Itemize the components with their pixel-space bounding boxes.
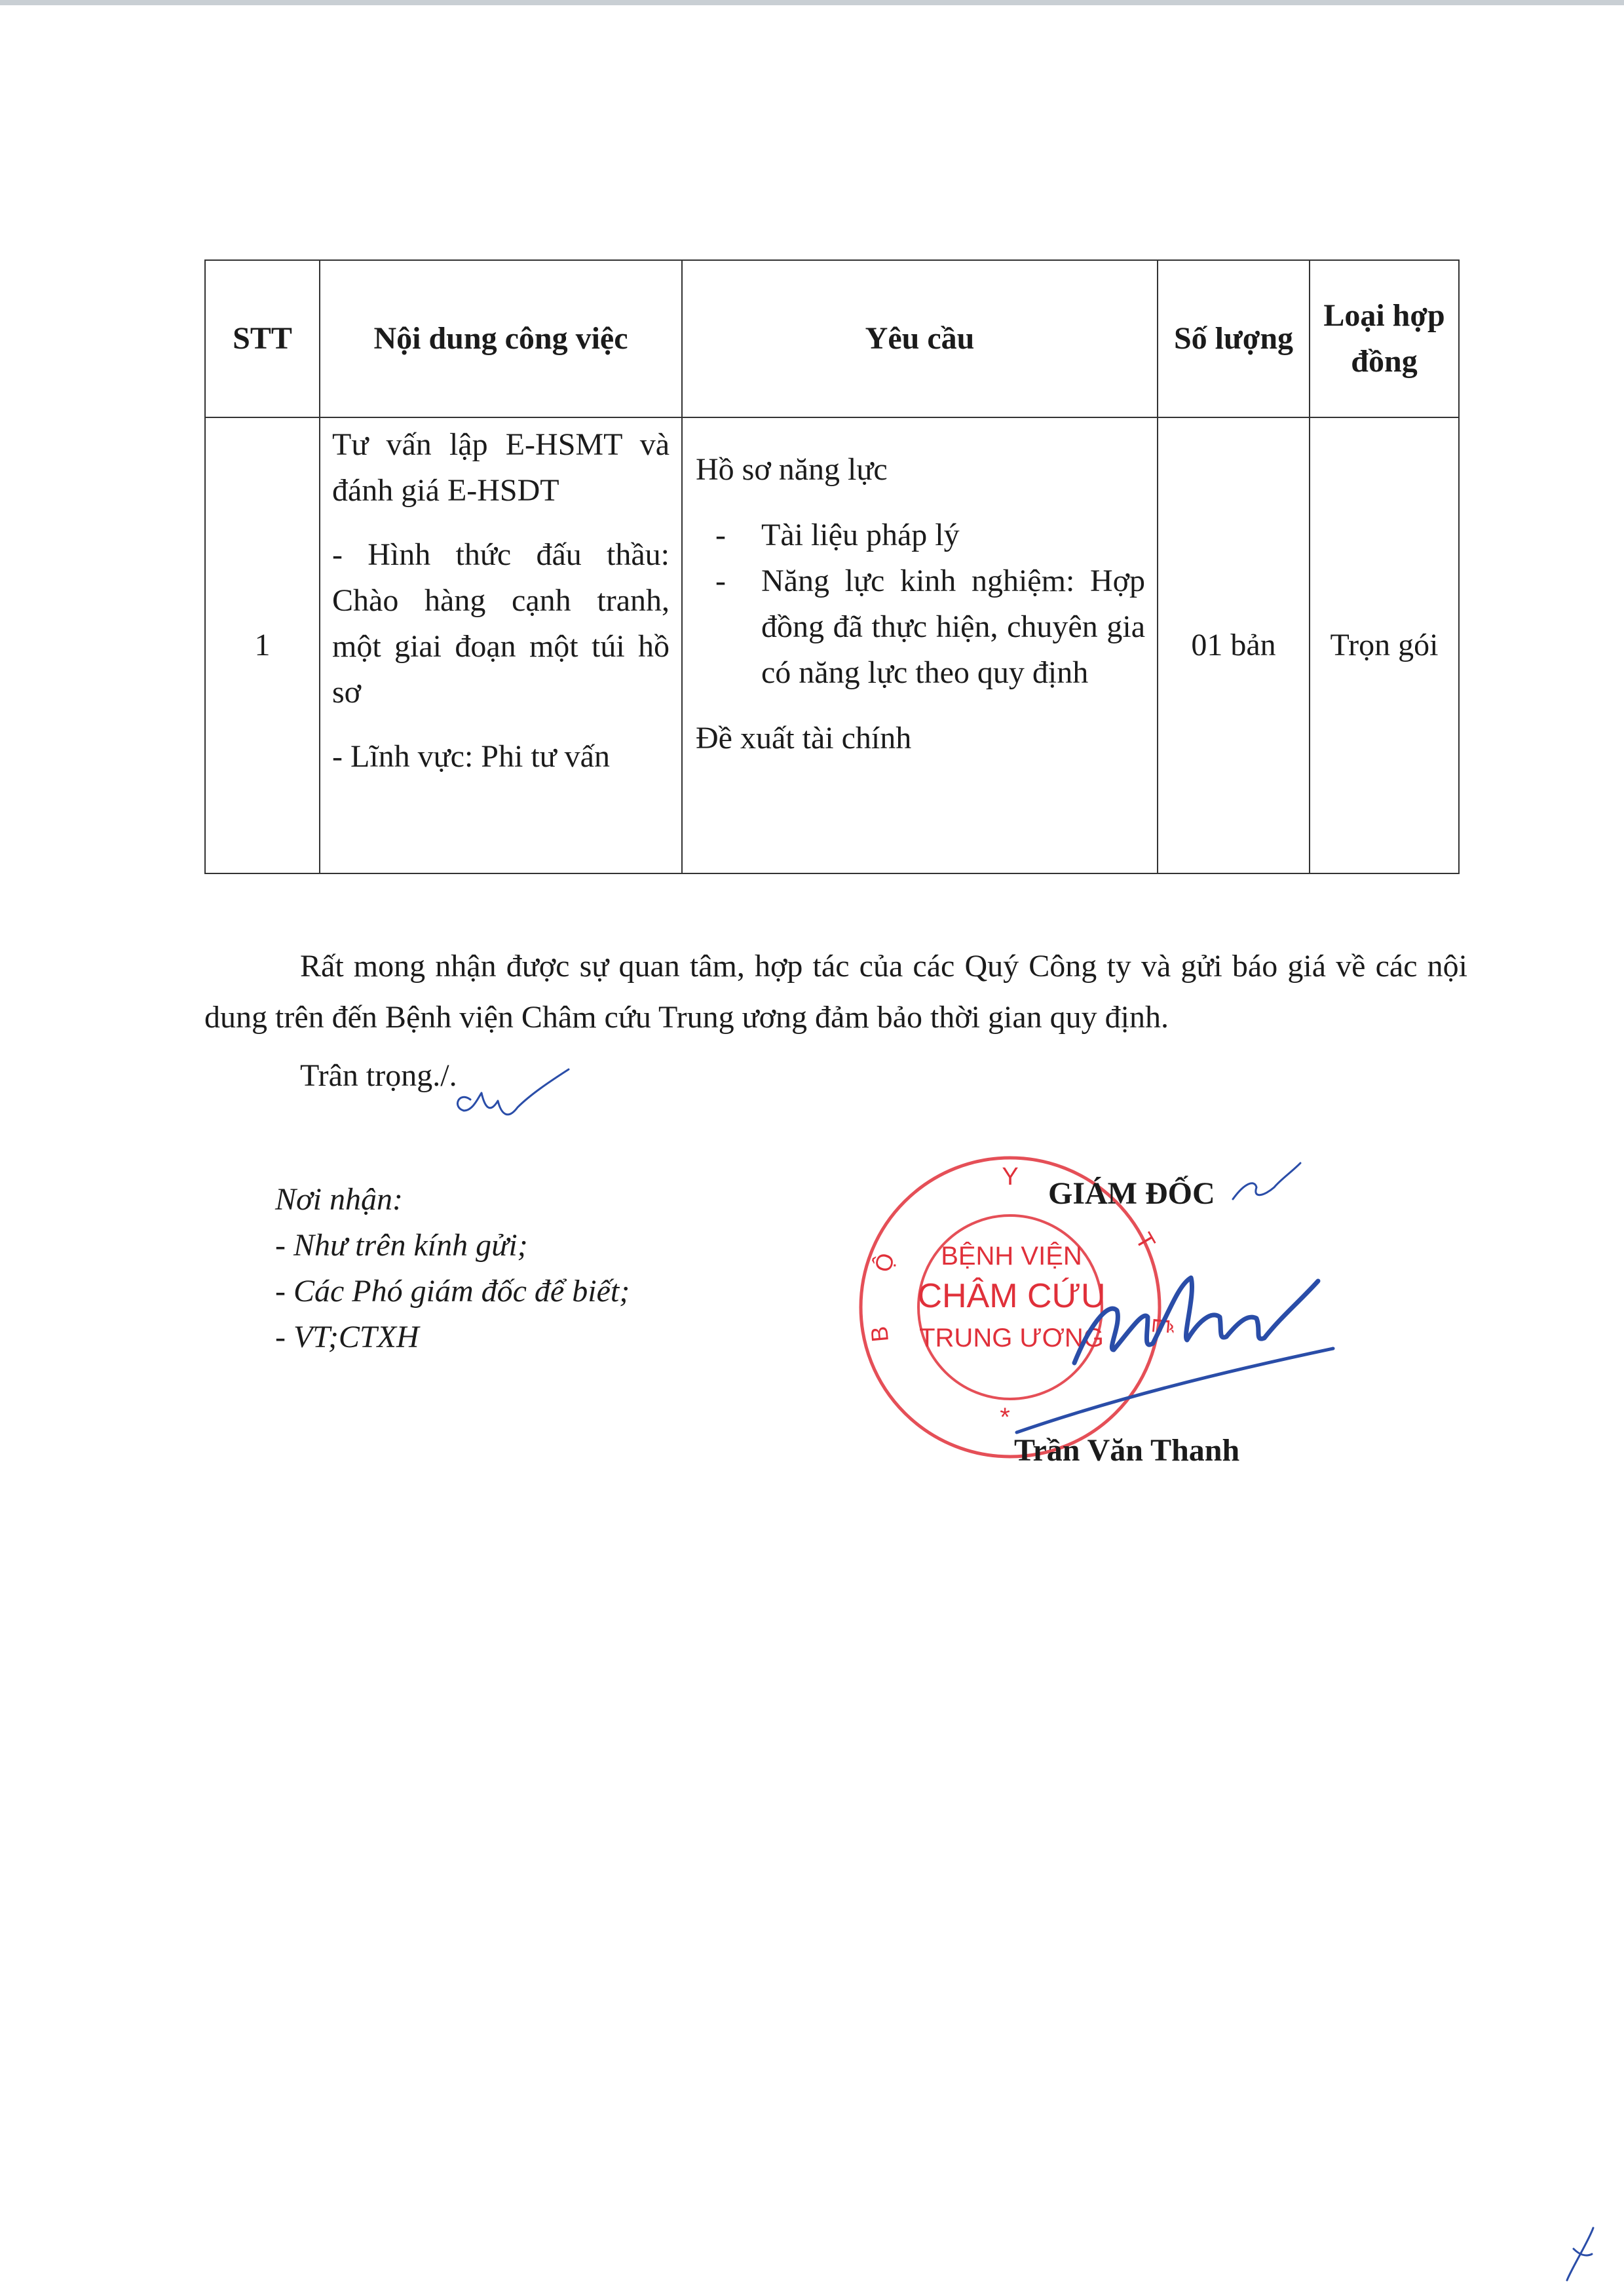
header-so-luong: Số lượng — [1158, 260, 1310, 417]
stamp-line: TRUNG ƯƠNG — [919, 1324, 1104, 1352]
recipients-heading: Nơi nhận: — [275, 1182, 403, 1217]
noi-dung-line: - Hình thức đấu thầu: Chào hàng cạnh tranh, một giai đoạn một túi hồ sơ — [332, 537, 670, 710]
recipient-item: - Các Phó giám đốc để biết; — [275, 1274, 630, 1309]
noi-dung-line: - Lĩnh vực: Phi tư vấn — [332, 739, 610, 774]
signer-name: Trần Văn Thanh — [1014, 1433, 1240, 1468]
stamp-ring-letter: Y — [1002, 1163, 1019, 1191]
cell-loai-hop-dong: Trọn gói — [1310, 417, 1459, 873]
closing-line: Trân trọng./. — [300, 1058, 457, 1093]
header-loai-hop-dong: Loại hợp đồng — [1310, 260, 1459, 417]
header-stt: STT — [205, 260, 320, 417]
cell-stt: 1 — [205, 417, 320, 873]
stamp-ring-letter: B — [865, 1325, 894, 1343]
stamp-ring-letter: T — [1130, 1227, 1161, 1254]
recipient-item: - VT;CTXH — [275, 1320, 419, 1354]
stamp-ring-letter: Ế — [1146, 1316, 1175, 1335]
stamp-line: CHÂM CỨU — [917, 1277, 1106, 1315]
header-yeu-cau: Yêu cầu — [682, 260, 1158, 417]
recipient-item: - Như trên kính gửi; — [275, 1228, 528, 1263]
yeu-cau-heading: Hồ sơ năng lực — [696, 452, 888, 487]
noi-dung-line: Tư vấn lập E-HSMT và đánh giá E-HSDT — [332, 427, 670, 508]
stamp-line: BỆNH VIỆN — [941, 1242, 1082, 1271]
signer-title: GIÁM ĐỐC — [1048, 1176, 1215, 1211]
yeu-cau-footer: Đề xuất tài chính — [696, 721, 912, 756]
list-item: - Tài liệu pháp lý — [761, 512, 1145, 558]
body-paragraph: Rất mong nhận được sự quan tâm, hợp tác của các Quý Công ty và gửi báo giá về các nội dung trên đến Bệnh viện Châm cứu Trung ương đảm bảo thời gian quy định. — [204, 949, 1467, 1035]
list-item: - Năng lực kinh nghiệm: Hợp đồng đã thực hiện, chuyên gia có năng lực theo quy định — [761, 558, 1145, 696]
cell-so-luong: 01 bản — [1158, 417, 1310, 873]
svg-text:*: * — [1000, 1403, 1010, 1432]
header-noi-dung: Nội dung công việc — [320, 260, 682, 417]
stamp-ring-letter: Ộ — [869, 1250, 900, 1275]
